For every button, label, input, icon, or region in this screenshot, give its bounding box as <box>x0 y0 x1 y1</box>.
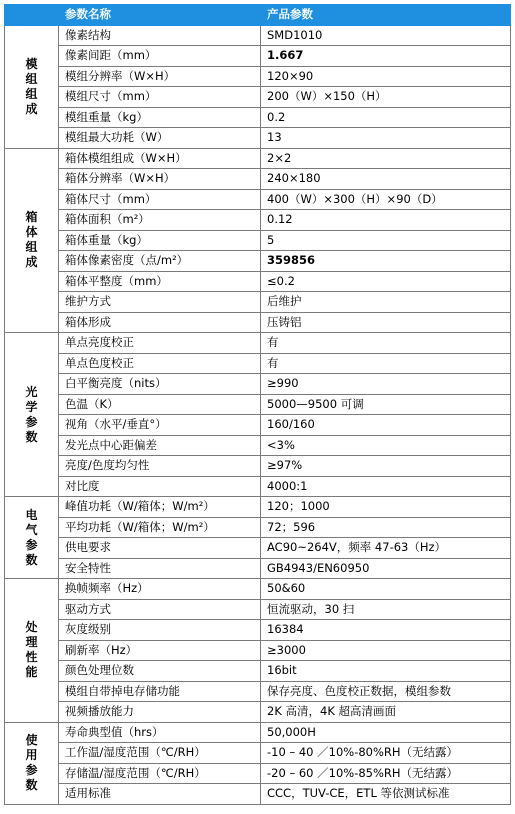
param-value: 240×180 <box>261 169 511 190</box>
param-value: 200（W）×150（H） <box>261 87 511 108</box>
param-value: GB4943/EN60950 <box>261 558 511 579</box>
group-label <box>5 25 59 148</box>
param-value: ≥3000 <box>261 640 511 661</box>
table-row <box>5 148 511 169</box>
table-row <box>5 640 511 661</box>
table-row <box>5 374 511 395</box>
param-value: 400（W）×300（H）×90（D） <box>261 189 511 210</box>
param-name: 色温（K） <box>59 394 261 415</box>
param-name: 箱体面积（m²） <box>59 210 261 231</box>
param-value: 160/160 <box>261 415 511 436</box>
table-row <box>5 702 511 723</box>
param-name: 维护方式 <box>59 292 261 313</box>
param-value: SMD1010 <box>261 25 511 46</box>
group-title: 处理性能 <box>25 620 38 680</box>
table-row <box>5 333 511 354</box>
table-row <box>5 497 511 518</box>
table-row <box>5 107 511 128</box>
table-row <box>5 415 511 436</box>
param-value: 保存亮度、色度校正数据，模组参数 <box>261 681 511 702</box>
param-name: 峰值功耗（W/箱体；W/m²） <box>59 497 261 518</box>
table-row <box>5 681 511 702</box>
group-label <box>5 497 59 579</box>
param-name: 灰度级别 <box>59 620 261 641</box>
param-value: 359856 <box>261 251 511 272</box>
param-value: 16bit <box>261 661 511 682</box>
param-value: 后维护 <box>261 292 511 313</box>
param-value: ≤0.2 <box>261 271 511 292</box>
table-row <box>5 476 511 497</box>
param-name: 模组重量（kg） <box>59 107 261 128</box>
param-name: 箱体重量（kg） <box>59 230 261 251</box>
param-name: 寿命典型值（hrs） <box>59 722 261 743</box>
param-name: 适用标准 <box>59 784 261 805</box>
param-name: 存储温/湿度范围（℃/RH） <box>59 763 261 784</box>
table-row <box>5 394 511 415</box>
param-value: 120×90 <box>261 66 511 87</box>
param-name: 箱体平整度（mm） <box>59 271 261 292</box>
param-value: 50,000H <box>261 722 511 743</box>
table-row <box>5 353 511 374</box>
param-name: 箱体像素密度（点/m²） <box>59 251 261 272</box>
table-row <box>5 128 511 149</box>
param-value: 1.667 <box>261 46 511 67</box>
table-row <box>5 517 511 538</box>
param-value: 恒流驱动，30 扫 <box>261 599 511 620</box>
group-label <box>5 333 59 497</box>
param-value: ≥990 <box>261 374 511 395</box>
table-row <box>5 558 511 579</box>
param-name: 模组尺寸（mm） <box>59 87 261 108</box>
group-title: 箱体组成 <box>25 210 38 270</box>
param-name: 对比度 <box>59 476 261 497</box>
param-value: 16384 <box>261 620 511 641</box>
param-value: 2K 高清，4K 超高清画面 <box>261 702 511 723</box>
table-row <box>5 579 511 600</box>
table-row <box>5 661 511 682</box>
param-name: 像素结构 <box>59 25 261 46</box>
table-row <box>5 251 511 272</box>
param-value: AC90~264V，频率 47-63（Hz） <box>261 538 511 559</box>
param-name: 工作温/湿度范围（℃/RH） <box>59 743 261 764</box>
table-row <box>5 763 511 784</box>
param-name: 箱体形成 <box>59 312 261 333</box>
param-value: 5 <box>261 230 511 251</box>
table-row <box>5 538 511 559</box>
param-name: 模组自带掉电存储功能 <box>59 681 261 702</box>
param-value: ≥97% <box>261 456 511 477</box>
param-value: 50&60 <box>261 579 511 600</box>
param-name: 换帧频率（Hz） <box>59 579 261 600</box>
param-name: 刷新率（Hz） <box>59 640 261 661</box>
param-name: 像素间距（mm） <box>59 46 261 67</box>
group-title: 电气参数 <box>25 507 38 567</box>
param-name: 供电要求 <box>59 538 261 559</box>
table-row <box>5 743 511 764</box>
table-row <box>5 87 511 108</box>
table-row <box>5 210 511 231</box>
table-row <box>5 189 511 210</box>
group-label <box>5 148 59 333</box>
param-name: 视频播放能力 <box>59 702 261 723</box>
table-row <box>5 722 511 743</box>
param-value: 4000:1 <box>261 476 511 497</box>
table-row <box>5 456 511 477</box>
header-param-name: 参数名称 <box>5 5 261 26</box>
table-row <box>5 784 511 805</box>
param-name: 安全特性 <box>59 558 261 579</box>
table-row <box>5 620 511 641</box>
table-row <box>5 292 511 313</box>
param-name: 箱体模组组成（W×H） <box>59 148 261 169</box>
table-row <box>5 312 511 333</box>
param-value: 5000—9500 可调 <box>261 394 511 415</box>
group-title: 模组组成 <box>25 56 38 116</box>
table-row <box>5 271 511 292</box>
param-value: <3% <box>261 435 511 456</box>
header-param-value: 产品参数 <box>261 5 511 26</box>
param-value: 120；1000 <box>261 497 511 518</box>
param-value: 0.12 <box>261 210 511 231</box>
param-name: 单点色度校正 <box>59 353 261 374</box>
group-title: 使用参数 <box>25 733 38 792</box>
param-name: 驱动方式 <box>59 599 261 620</box>
param-name: 单点亮度校正 <box>59 333 261 354</box>
table-row <box>5 46 511 67</box>
header-row <box>5 5 511 26</box>
param-value: CCC，TUV-CE，ETL 等依测试标准 <box>261 784 511 805</box>
param-value: 0.2 <box>261 107 511 128</box>
table-row <box>5 25 511 46</box>
table-row <box>5 435 511 456</box>
param-value: 有 <box>261 353 511 374</box>
param-name: 平均功耗（W/箱体；W/m²） <box>59 517 261 538</box>
param-name: 模组最大功耗（W） <box>59 128 261 149</box>
param-value: 压铸铝 <box>261 312 511 333</box>
param-value: 2×2 <box>261 148 511 169</box>
table-row <box>5 599 511 620</box>
param-name: 箱体尺寸（mm） <box>59 189 261 210</box>
group-label <box>5 722 59 804</box>
param-name: 视角（水平/垂直°） <box>59 415 261 436</box>
param-value: -10 – 40 ／10%-80%RH（无结露） <box>261 743 511 764</box>
param-name: 箱体分辨率（W×H） <box>59 169 261 190</box>
param-value: 72；596 <box>261 517 511 538</box>
table-body <box>5 25 511 804</box>
param-name: 发光点中心距偏差 <box>59 435 261 456</box>
param-value: -20 – 60 ／10%-85%RH（无结露） <box>261 763 511 784</box>
param-name: 白平衡亮度（nits） <box>59 374 261 395</box>
group-title: 光学参数 <box>25 384 38 444</box>
table-row <box>5 66 511 87</box>
param-name: 颜色处理位数 <box>59 661 261 682</box>
param-name: 亮度/色度均匀性 <box>59 456 261 477</box>
table-row <box>5 230 511 251</box>
table-header <box>5 5 511 26</box>
spec-table <box>4 4 511 805</box>
table-row <box>5 169 511 190</box>
param-value: 有 <box>261 333 511 354</box>
group-label <box>5 579 59 723</box>
param-name: 模组分辨率（W×H） <box>59 66 261 87</box>
param-value: 13 <box>261 128 511 149</box>
